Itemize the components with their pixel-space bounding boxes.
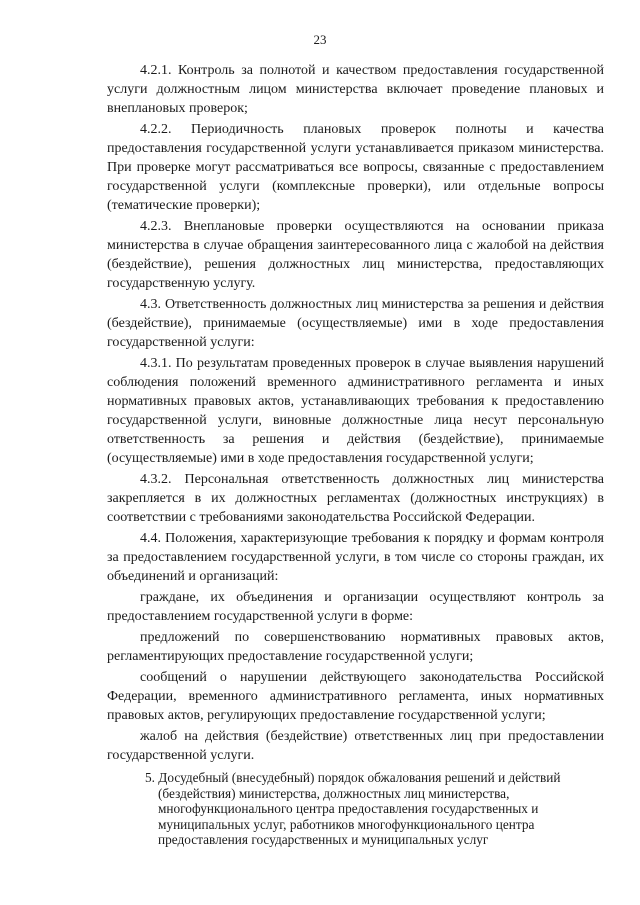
paragraph-control-forms: граждане, их объединения и организации осуществляют контроль за предоставлением государственной услуги в форме: xyxy=(107,590,604,624)
paragraph-4-2-3: 4.2.3. Внеплановые проверки осуществляются на основании приказа министерства в случае обращения заинтересованного лица с жалобой на действия (бездействие), решения должностных лиц министерства, предоставляющих государственную услугу. xyxy=(107,219,604,291)
paragraph-reports: сообщений о нарушении действующего законодательства Российской Федерации, временного административного регламента, иных нормативных правовых актов, регулирующих предоставление государственной услуги; xyxy=(107,670,604,723)
paragraph-4-3-2: 4.3.2. Персональная ответственность должностных лиц министерства закрепляется в их должностных регламентах (должностных инструкциях) в соответствии с требованиями законодательства Российской Федерации. xyxy=(107,472,604,525)
paragraph-4-4: 4.4. Положения, характеризующие требования к порядку и формам контроля за предоставлением государственной услуги, в том числе со стороны граждан, их объединений и организаций: xyxy=(107,531,604,584)
paragraph-4-3: 4.3. Ответственность должностных лиц министерства за решения и действия (бездействие), принимаемые (осуществляемые) ими в ходе предоставления государственной услуги: xyxy=(107,297,604,350)
page-number: 23 xyxy=(313,32,327,47)
paragraph-4-2-2: 4.2.2. Периодичность плановых проверок полноты и качества предоставления государственной услуги устанавливается приказом министерства. При проверке могут рассматриваться все вопросы, связанные с предоставлением государственной услуги (комплексные проверки), или отдельные вопросы (тематические проверки); xyxy=(107,122,604,213)
paragraph-proposals: предложений по совершенствованию нормативных правовых актов, регламентирующих предоставление государственной услуги; xyxy=(107,630,604,664)
body-text xyxy=(107,61,604,767)
paragraph-4-2-1: 4.2.1. Контроль за полнотой и качеством предоставления государственной услуги должностным лицом министерства включает проведение плановых и внеплановых проверок; xyxy=(107,63,604,116)
paragraph-4-3-1: 4.3.1. По результатам проведенных проверок в случае выявления нарушений соблюдения положений временного административного регламента и иных нормативных правовых актов, устанавливающих требования к предоставлению государственной услуги, виновные должностные лица несут персональную ответственность за решения и действия (бездействие), принимаемые (осуществляемые) ими в ходе предоставления государственной услуги; xyxy=(107,356,604,466)
paragraph-complaints: жалоб на действия (бездействие) ответственных лиц при предоставлении государственной услуги. xyxy=(107,729,604,763)
section-5-heading: 5. Досудебный (внесудебный) порядок обжалования решений и действий (бездействия) министерства, должностных лиц министерства, многофункционального центра предоставления государственных и муниципальных услуг, работников многофункционального центра предоставления государственных и муниципальных услуг xyxy=(145,770,561,847)
